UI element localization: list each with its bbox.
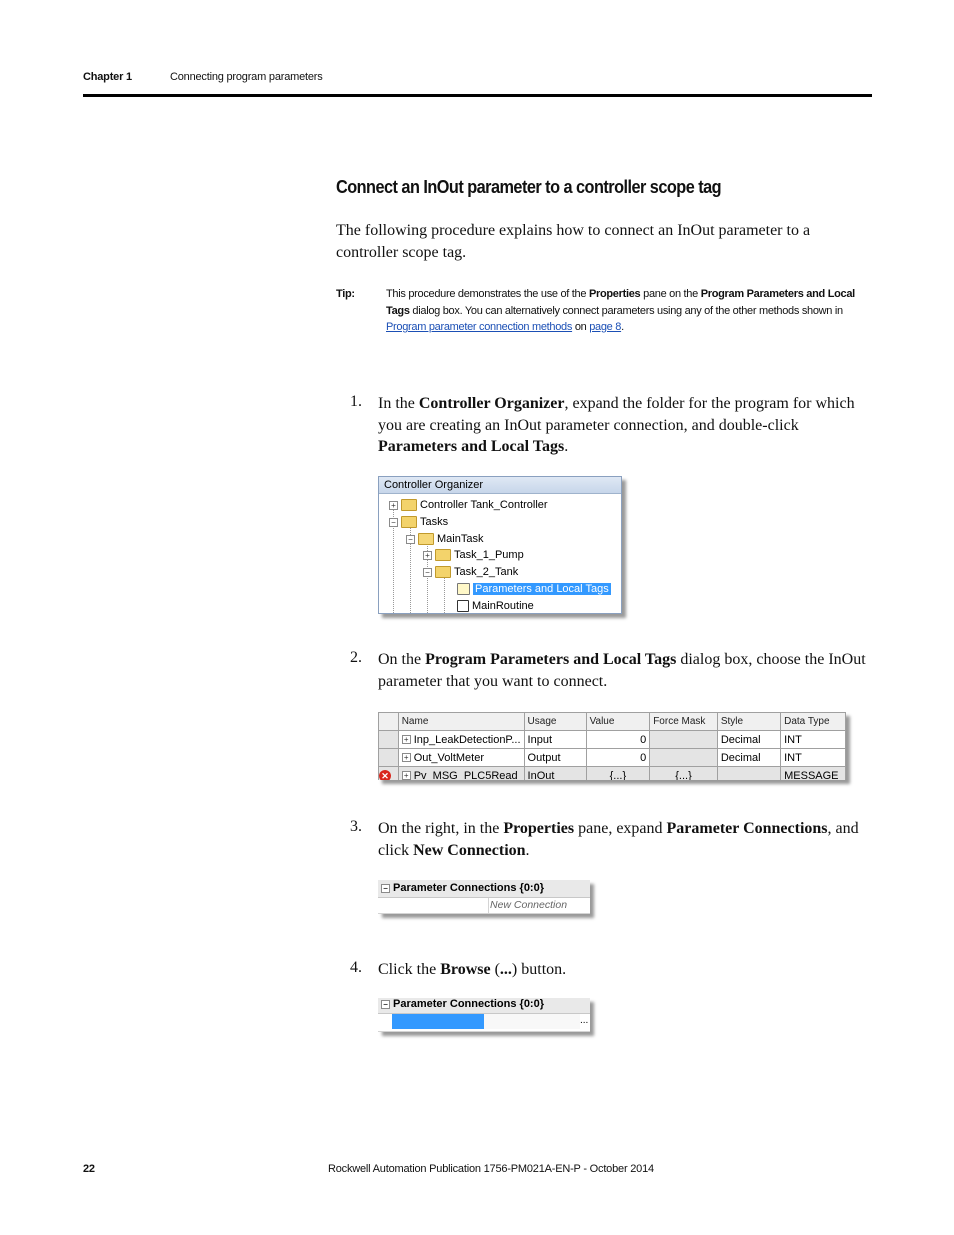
intro-paragraph: The following procedure explains how to connect an InOut parameter to a controller scope tag. (336, 222, 811, 261)
step-number: 1. (350, 393, 362, 410)
step-number: 4. (350, 959, 362, 976)
new-connection-field[interactable] (392, 1014, 484, 1029)
tree-item-parameters-local-tags[interactable]: Parameters and Local Tags (457, 581, 611, 597)
parameter-connections-header[interactable]: − Parameter Connections {0:0} (378, 998, 590, 1014)
column-header-style[interactable]: Style (717, 713, 780, 731)
column-header-force-mask[interactable]: Force Mask (650, 713, 718, 731)
table-row[interactable]: ✕ + Pv_MSG_PLC5Read InOut {...} {...} MESSAGE (379, 767, 846, 781)
tree-item-task2[interactable]: − Task_2_Tank (423, 564, 518, 580)
tip-label: Tip: (336, 288, 355, 300)
column-header-usage[interactable]: Usage (524, 713, 586, 731)
parameter-connections-panel (378, 880, 590, 914)
tags-icon (457, 583, 470, 595)
table-row[interactable]: + Out_VoltMeter Output 0 Decimal INT (379, 749, 846, 767)
parameter-connections-header[interactable]: − Parameter Connections {0:0} (378, 880, 590, 898)
tree-item-maintask[interactable]: − MainTask (406, 531, 483, 547)
section-title: Connecting program parameters (170, 71, 323, 83)
page-number: 22 (83, 1163, 95, 1175)
program-icon (435, 549, 451, 561)
tags-table (378, 712, 846, 780)
step-text: On the Program Parameters and Local Tags dialog box, choose the InOut parameter that you want to connect. (378, 651, 866, 690)
chapter-label: Chapter 1 (83, 71, 132, 83)
page-8-link[interactable]: page 8 (589, 321, 622, 333)
tree-item-mainroutine[interactable]: MainRoutine (457, 598, 534, 614)
step-number: 2. (350, 649, 362, 666)
controller-organizer-panel (378, 476, 622, 614)
program-connection-methods-link[interactable]: Program parameter connection methods (386, 321, 573, 333)
page-heading: Connect an InOut parameter to a controller scope tag (336, 176, 722, 197)
routine-icon (457, 600, 469, 612)
column-header-name[interactable]: Name (398, 713, 524, 731)
organizer-title: Controller Organizer (379, 477, 621, 494)
step-text: Click the Browse (...) button. (378, 961, 567, 978)
browse-button[interactable]: ... (580, 1015, 589, 1026)
tip-text: This procedure demonstrates the use of the Properties pane on the Program Parameters and Local Tags dialog box. You can alternatively connect parameters using any of the other methods shown in Program parameter connection methods on page 8. (386, 288, 855, 333)
program-icon (435, 566, 451, 578)
tags-grid-panel (378, 712, 846, 780)
table-row[interactable]: + Inp_LeakDetectionP... Input 0 Decimal INT (379, 731, 846, 749)
tree-item-tasks[interactable]: − Tasks (389, 514, 448, 530)
step-text: On the right, in the Properties pane, expand Parameter Connections, and click New Connection. (378, 820, 859, 859)
header-rule (83, 94, 872, 97)
new-connection-item[interactable]: New Connection (490, 899, 568, 911)
step-number: 3. (350, 818, 362, 835)
column-header-value[interactable]: Value (586, 713, 650, 731)
error-icon: ✕ (379, 770, 391, 781)
folder-icon (401, 516, 417, 528)
folder-icon (401, 499, 417, 511)
publication-info: Rockwell Automation Publication 1756-PM021A-EN-P - October 2014 (328, 1163, 654, 1175)
tree-item-controller[interactable]: + Controller Tank_Controller (389, 497, 548, 513)
tree-item-task1[interactable]: + Task_1_Pump (423, 547, 524, 563)
parameter-connections-browse-panel (378, 998, 590, 1032)
column-header-data-type[interactable]: Data Type (781, 713, 846, 731)
step-text: In the Controller Organizer, expand the folder for the program for which you are creating an InOut parameter connection, and double-click Parameters and Local Tags. (378, 395, 855, 455)
task-icon (418, 533, 434, 545)
